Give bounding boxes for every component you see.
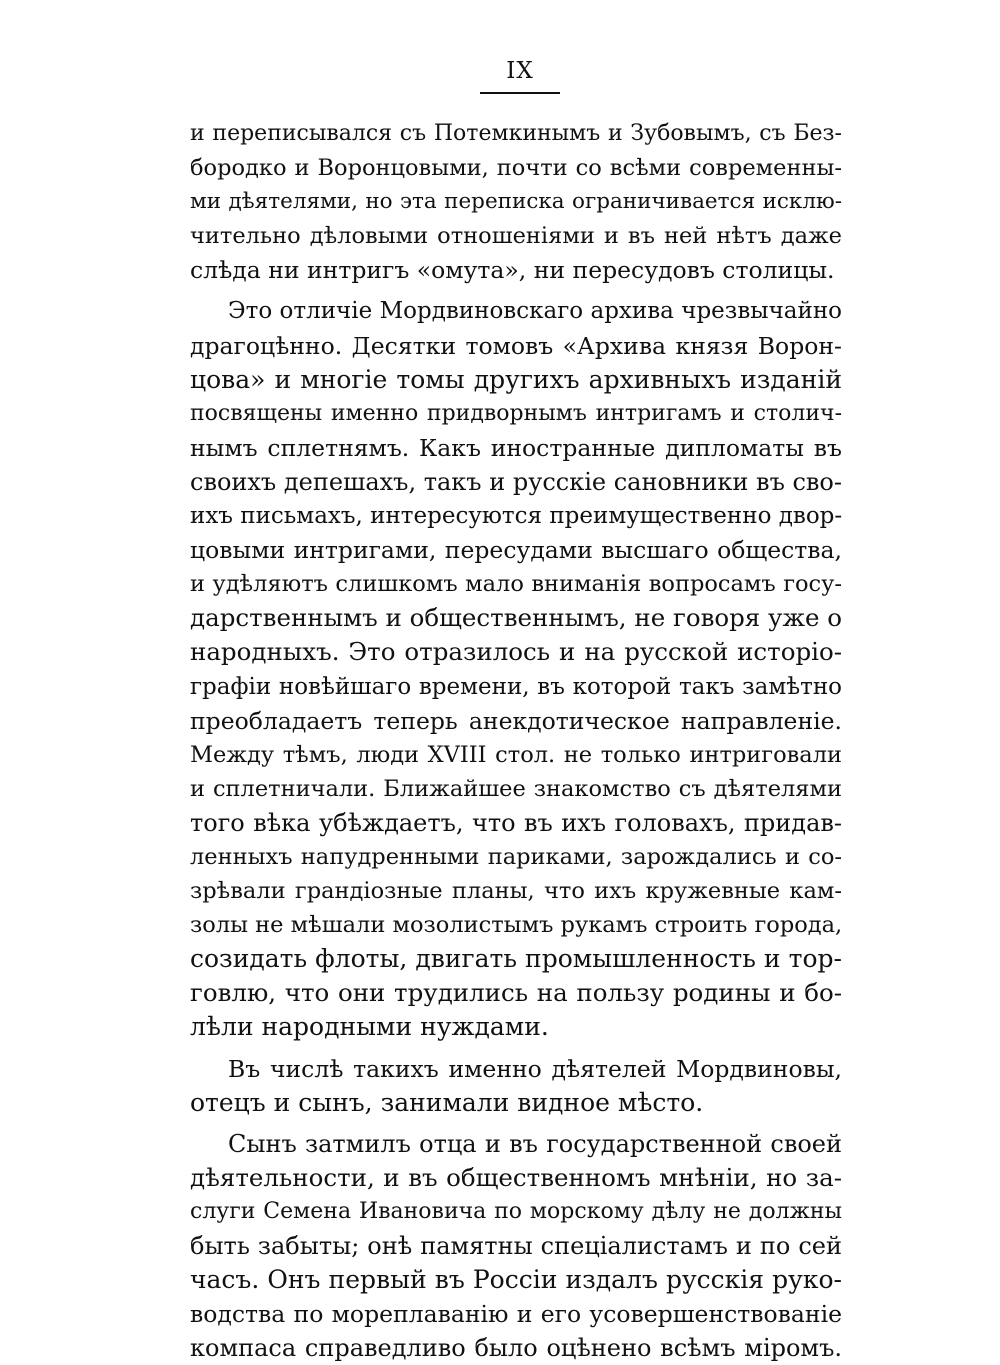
text-line: преобладаетъ теперь анекдотическое направленіе. xyxy=(190,706,842,735)
text-line: ми дѣятелями, но эта переписка ограничивается исклю- xyxy=(190,189,842,215)
text-line: ихъ письмахъ, интересуются преимущественно двор- xyxy=(190,503,842,530)
text-line: бородко и Воронцовыми, почти со всѣми современны- xyxy=(190,155,842,182)
text-line: и переписывался съ Потемкинымъ и Зубовымъ, съ Без- xyxy=(190,121,842,146)
text-line: слуги Семена Ивановича по морскому дѣлу не должны xyxy=(190,1198,842,1224)
text-line: цова» и многіе томы другихъ архивныхъ изданій xyxy=(190,364,842,394)
text-line: компаса справедливо было оцѣнено всѣмъ міромъ. xyxy=(190,1334,842,1363)
paragraph xyxy=(190,294,842,1044)
text-line: цовыми интригами, пересудами высшаго общества, xyxy=(190,536,842,565)
text-line: зрѣвали грандіозные планы, что ихъ кружевные кам- xyxy=(190,878,842,905)
text-line: слѣда ни интригъ «омута», ни пересудовъ столицы. xyxy=(190,256,835,285)
text-line: часъ. Онъ первый въ Россіи издалъ русскія руко- xyxy=(190,1265,842,1295)
text-line: посвящены именно придворнымъ интригамъ и столич- xyxy=(190,400,842,426)
text-line: отецъ и сынъ, занимали видное мѣсто. xyxy=(190,1087,704,1117)
text-line: Въ числѣ такихъ именно дѣятелей Мордвиновы, xyxy=(228,1054,842,1083)
text-line: золы не мѣшали мозолистымъ рукамъ строить города, xyxy=(190,912,842,939)
page-number: IX xyxy=(506,58,534,84)
text-line: и сплетничали. Ближайшее знакомство съ дѣятелями xyxy=(190,775,842,802)
paragraph xyxy=(190,1127,842,1365)
text-line: чительно дѣловыми отношеніями и въ ней нѣтъ даже xyxy=(190,223,842,250)
text-line: говлю, что они трудились на пользу родины и бо- xyxy=(190,978,842,1008)
text-line: народныхъ. Это отразилось и на русской исторіо- xyxy=(190,637,842,667)
text-line: дарственнымъ и общественнымъ, не говоря уже о xyxy=(190,603,842,633)
text-line: и удѣляютъ слишкомъ мало вниманія вопросамъ госу- xyxy=(190,571,842,598)
text-line: ленныхъ напудренными париками, зарождались и со- xyxy=(190,843,842,870)
header-rule xyxy=(480,92,560,94)
text-line: нымъ сплетнямъ. Какъ иностранные дипломаты въ xyxy=(190,433,842,462)
text-line: водства по мореплаванію и его усовершенствованіе xyxy=(190,1300,842,1329)
text-line: Это отличіе Мордвиновскаго архива чрезвычайно xyxy=(228,298,842,325)
text-line: быть забыты; онѣ памятны спеціалистамъ и по сей xyxy=(190,1232,842,1260)
text-line: Между тѣмъ, люди XVIII стол. не только интриговали xyxy=(190,741,842,768)
paragraph xyxy=(190,117,842,287)
text-line: созидать флоты, двигать промышленность и тор- xyxy=(190,944,842,974)
text-line: графіи новѣйшаго времени, въ которой такъ замѣтно xyxy=(190,673,842,700)
text-line: дѣятельности, и въ общественномъ мнѣніи, но за- xyxy=(190,1162,842,1192)
body-text xyxy=(190,117,842,1365)
text-line: Сынъ затмилъ отца и въ государственной своей xyxy=(228,1129,842,1158)
text-line: драгоцѣнно. Десятки томовъ «Архива князя Ворон- xyxy=(190,331,842,360)
paragraph xyxy=(190,1052,842,1120)
text-line: лѣли народными нуждами. xyxy=(190,1012,549,1042)
text-line: того вѣка убѣждаетъ, что въ ихъ головахъ, придав- xyxy=(190,808,842,837)
text-line: своихъ депешахъ, такъ и русскіе сановники въ сво- xyxy=(190,467,842,496)
